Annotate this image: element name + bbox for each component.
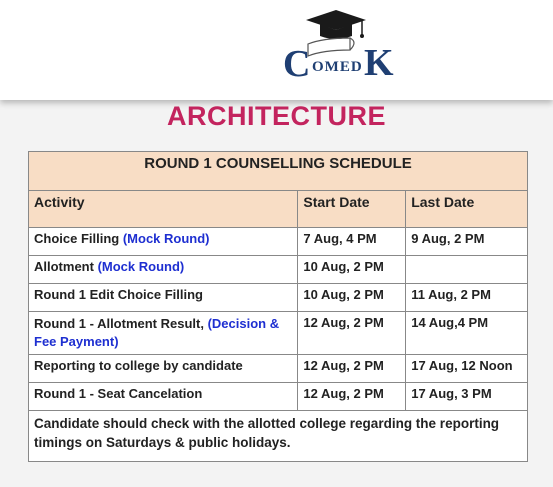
last-date-cell: 17 Aug, 3 PM [406,383,528,411]
logo-letter-k: K [364,42,394,84]
last-date-cell: 14 Aug,4 PM [406,312,528,355]
start-date-cell: 10 Aug, 2 PM [298,284,406,312]
table-row [29,284,528,312]
start-date-cell: 12 Aug, 2 PM [298,355,406,383]
schedule-title: ROUND 1 COUNSELLING SCHEDULE [29,152,528,191]
start-date-cell: 7 Aug, 4 PM [298,228,406,256]
table-row [29,256,528,284]
activity-cell: Round 1 Edit Choice Filling [29,284,298,312]
comedk-logo[interactable] [278,8,408,88]
column-header-start-date: Start Date [298,191,406,228]
activity-cell: Round 1 - Seat Cancelation [29,383,298,411]
column-header-activity: Activity [29,191,298,228]
activity-cell: Reporting to college by candidate [29,355,298,383]
start-date-cell: 10 Aug, 2 PM [298,256,406,284]
table-row [29,411,528,462]
last-date-cell: 9 Aug, 2 PM [406,228,528,256]
last-date-cell: 11 Aug, 2 PM [406,284,528,312]
logo-text-omed: OMED [312,59,363,75]
activity-cell: Round 1 - Allotment Result, (Decision & Fee Payment) [29,312,298,355]
table-row [29,228,528,256]
logo-letter-c: C [283,43,311,85]
table-row [29,312,528,355]
last-date-cell [406,256,528,284]
table-row [29,355,528,383]
header-bar [0,0,553,100]
start-date-cell: 12 Aug, 2 PM [298,312,406,355]
table-header-row [29,191,528,228]
last-date-cell: 17 Aug, 12 Noon [406,355,528,383]
start-date-cell: 12 Aug, 2 PM [298,383,406,411]
activity-cell: Allotment (Mock Round) [29,256,298,284]
schedule-note: Candidate should check with the allotted college regarding the reporting timings on Saturdays & public holidays. [29,411,528,462]
activity-cell: Choice Filling (Mock Round) [29,228,298,256]
column-header-last-date: Last Date [406,191,528,228]
table-row [29,383,528,411]
schedule-table [28,151,528,462]
page-title: ARCHITECTURE [167,101,386,131]
